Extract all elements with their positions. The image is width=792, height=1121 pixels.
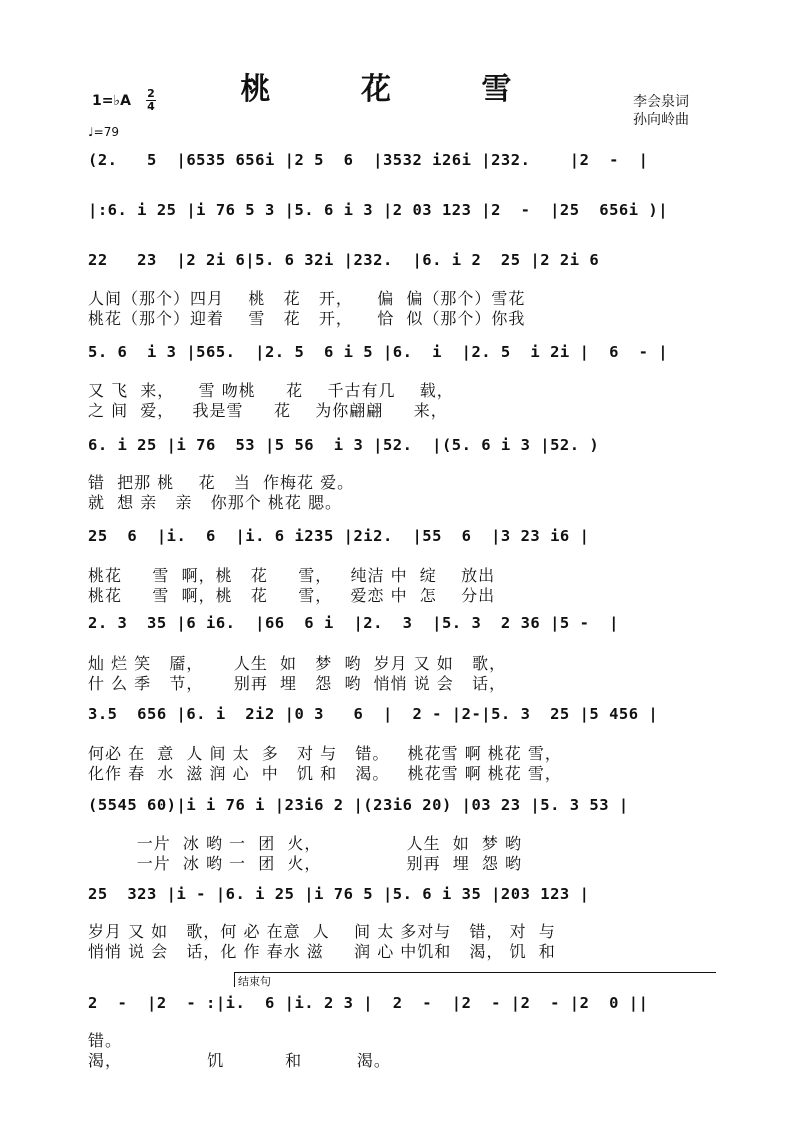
notation-line: 25 6 |i. 6 |i. 6 i235 |2i2. |55 6 |3 23 i6 | (88, 527, 590, 545)
lyric-line: 一片 冰 哟 一 团 火， 人生 如 梦 哟 (88, 834, 523, 853)
lyric-line: 错。 (88, 1031, 123, 1050)
notation-line: 25 323 |i - |6. i 25 |i 76 5 |5. 6 i 35 |203 123 | (88, 885, 590, 903)
time-signature (146, 88, 156, 113)
lyric-line: 又 飞 来， 雪 吻桃 花 千古有几 载， (88, 381, 454, 400)
lyric-line: 一片 冰 哟 一 团 火， 别再 埋 怨 哟 (88, 854, 523, 873)
notation-line: 2. 3 35 |6 i6. |66 6 i |2. 3 |5. 3 2 36 |5 - | (88, 614, 619, 632)
notation-line: 2 - |2 - :|i. 6 |i. 2 3 | 2 - |2 - |2 - |2 0 || (88, 994, 649, 1012)
lyric-line: 桃花 雪 啊，桃 花 雪， 爱恋 中 怎 分出 (88, 586, 496, 605)
notation-line: |:6. i 25 |i 76 5 3 |5. 6 i 3 |2 03 123 |2 - |25 656i )| (88, 201, 669, 219)
notation-line: 22 23 |2 2i 6|5. 6 32i |232. |6. i 2 25 |2 2i 6 (88, 251, 600, 269)
song-title: 桃 花 雪 (240, 72, 552, 107)
lyric-line: 悄悄 说 会 话，化 作 春水 滋 润 心 中饥和 渴， 饥 和 (88, 942, 556, 961)
lyric-line: 桃花（那个）迎着 雪 花 开， 恰 似（那个）你我 (88, 309, 526, 328)
key-signature: 1=♭A (92, 93, 131, 109)
lyric-line: 桃花 雪 啊，桃 花 雪， 纯洁 中 绽 放出 (88, 566, 496, 585)
lyric-line: 之 间 爱， 我是雪 花 为你翩翩 来， (88, 401, 448, 420)
ending-label: 结束句 (238, 975, 271, 988)
notation-line: 6. i 25 |i 76 53 |5 56 i 3 |52. |(5. 6 i 3 |52. ) (88, 436, 600, 454)
lyric-line: 什 么 季 节， 别再 埋 怨 哟 悄悄 说 会 话， (88, 674, 507, 693)
lyric-line: 就 想 亲 亲 你那个 桃花 腮。 (88, 493, 342, 512)
lyric-line: 人间（那个）四月 桃 花 开， 偏 偏（那个）雪花 (88, 289, 526, 308)
credits (633, 93, 689, 129)
lyric-line: 化作 春 水 滋 润 心 中 饥 和 渴。 桃花雪 啊 桃花 雪， (88, 764, 562, 783)
lyric-line: 错 把那 桃 花 当 作梅花 爱。 (88, 473, 355, 492)
composer: 孙向岭曲 (633, 112, 689, 128)
lyric-line: 灿 烂 笑 靥， 人生 如 梦 哟 岁月 又 如 歌， (88, 654, 507, 673)
lyricist: 李会泉词 (633, 94, 689, 110)
ending-bracket (234, 972, 716, 987)
notation-line: 5. 6 i 3 |565. |2. 5 6 i 5 |6. i |2. 5 i 2i | 6 - | (88, 343, 669, 361)
lyric-line: 何必 在 意 人 间 太 多 对 与 错。 桃花雪 啊 桃花 雪， (88, 744, 562, 763)
time-signature-bottom: 4 (147, 100, 155, 113)
notation-line: (2. 5 |6535 656i |2 5 6 |3532 i26i |232. |2 - | (88, 151, 649, 169)
lyric-line: 渴， 饥 和 渴。 (88, 1051, 391, 1070)
time-signature-top: 2 (147, 87, 155, 100)
lyric-line: 岁月 又 如 歌，何 必 在意 人 间 太 多对与 错， 对 与 (88, 922, 556, 941)
tempo-marking: ♩=79 (88, 125, 119, 139)
notation-line: (5545 60)|i i 76 i |23i6 2 |(23i6 20) |03 23 |5. 3 53 | (88, 796, 629, 814)
notation-line: 3.5 656 |6. i 2i2 |0 3 6 | 2 - |2-|5. 3 25 |5 456 | (88, 705, 659, 723)
